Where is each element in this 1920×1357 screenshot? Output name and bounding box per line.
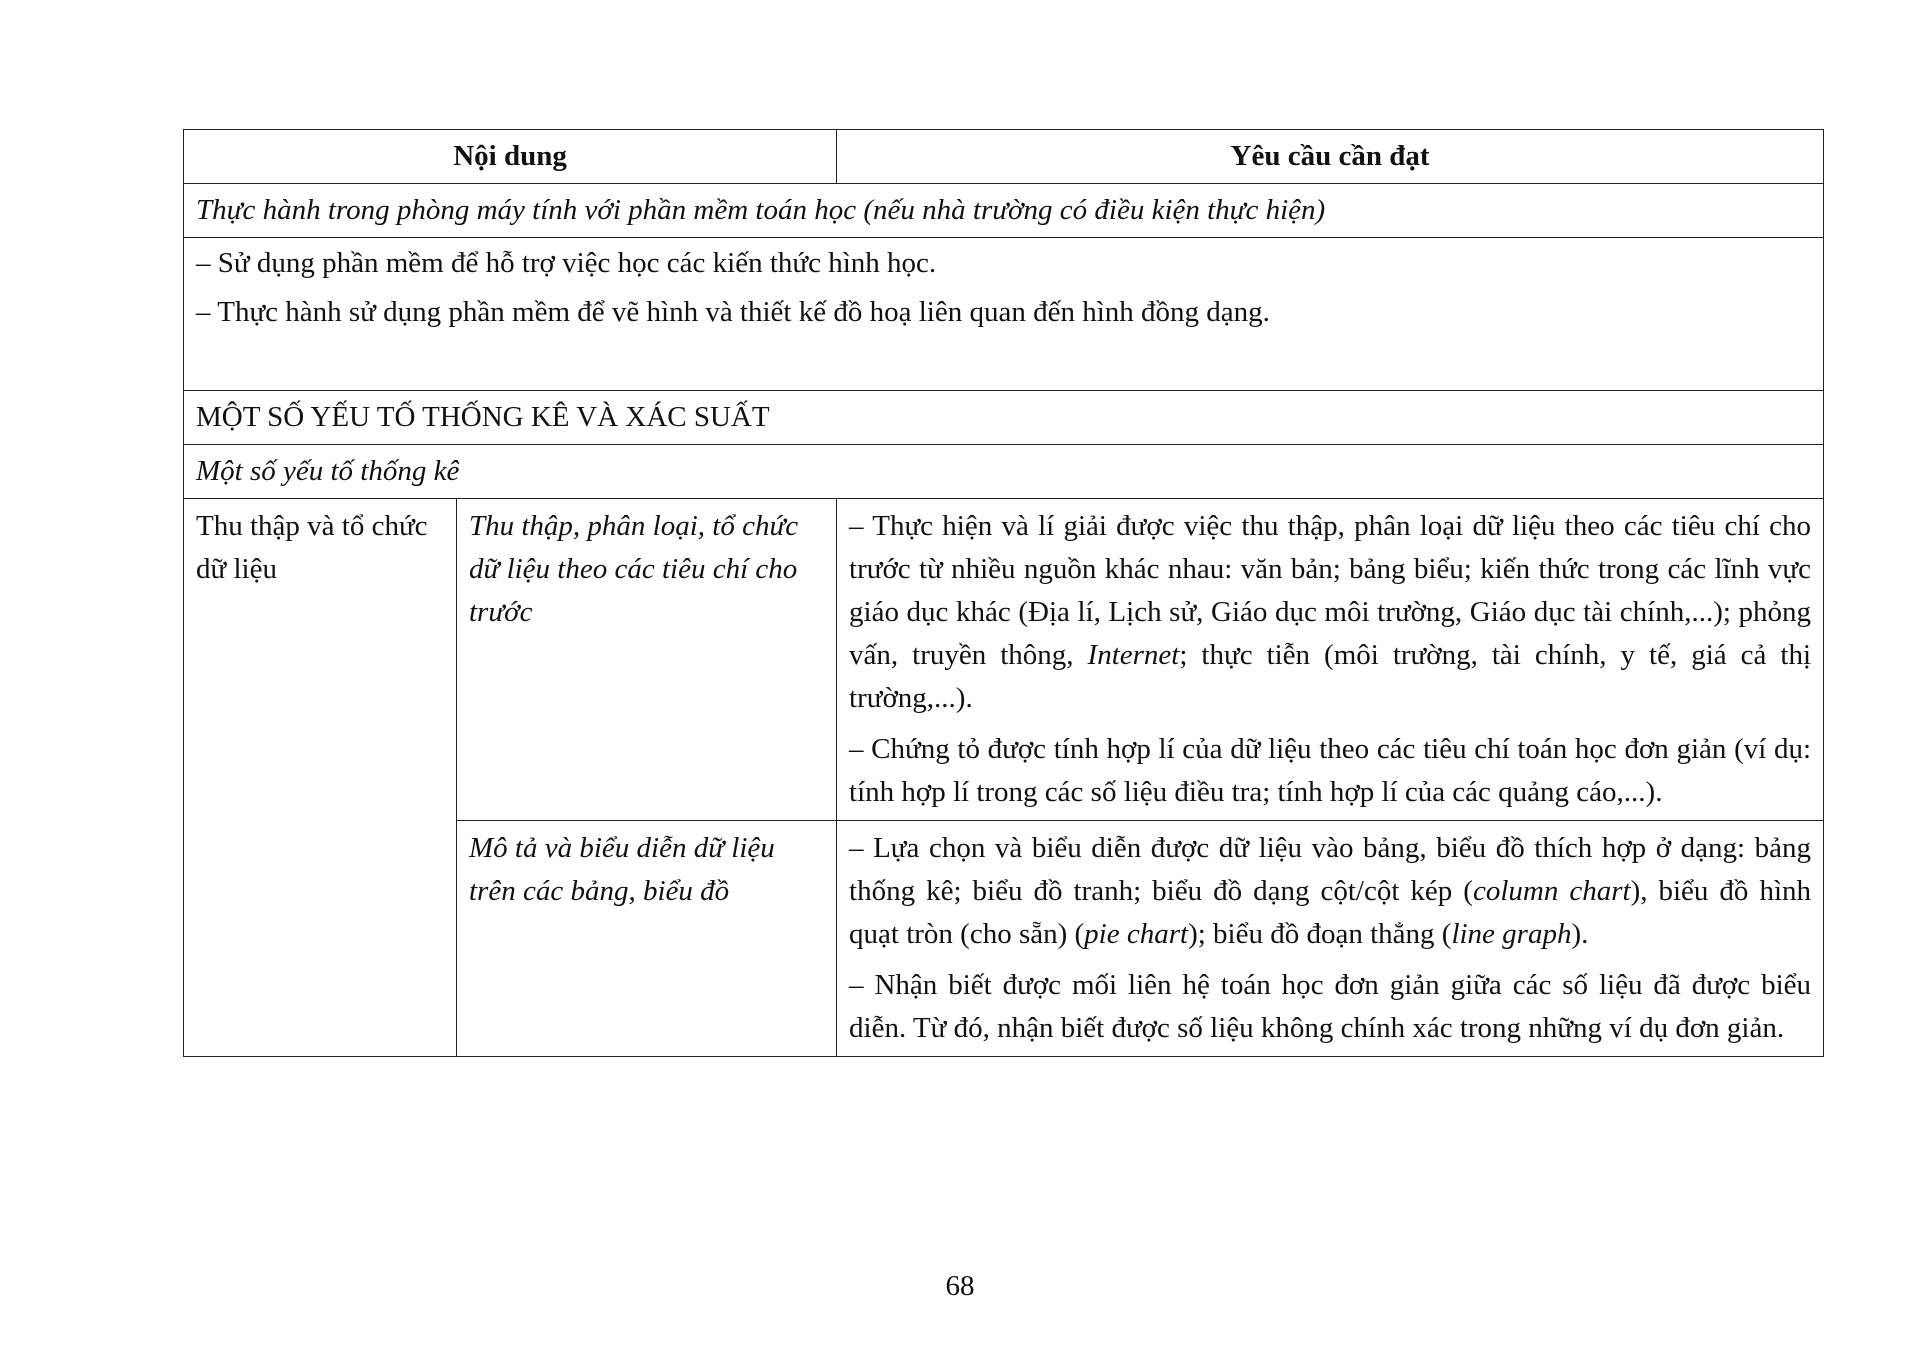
page-number: 68 [945,1270,975,1302]
requirement-item [849,827,1811,956]
table-header-row [184,130,1824,184]
subsection-title: Một số yếu tố thống kê [184,445,1824,499]
section-title-row [184,391,1824,445]
practice-items-row [184,238,1824,391]
requirement-term: Internet [1087,639,1180,671]
requirement-text: ; thực tiễn (môi trường, tài chính, y tế, giá cả thị trường,...). [849,639,1812,714]
requirement-term: pie chart [1084,918,1189,950]
requirement-term: column chart [1472,875,1631,907]
practice-heading-row [184,184,1824,238]
practice-items [184,238,1824,391]
requirement-item: – Chứng tỏ được tính hợp lí của dữ liệu theo các tiêu chí toán học đơn giản (ví dụ: tính hợp lí trong các số liệu điều tra; tính hợp lí của các quảng cáo,...). [849,733,1812,808]
header-requirements: Yêu cầu cần đạt [837,130,1824,184]
practice-heading: Thực hành trong phòng máy tính với phần mềm toán học (nếu nhà trường có điều kiện thực hiện) [184,184,1824,238]
topic-cell: Thu thập và tổ chức dữ liệu [184,499,457,1057]
requirement-text: ). [1571,918,1589,950]
requirements-cell [837,821,1824,1057]
section-title: MỘT SỐ YẾU TỐ THỐNG KÊ VÀ XÁC SUẤT [184,391,1824,445]
requirement-text: – Thực hiện và lí giải được việc thu thập, phân loại dữ liệu theo các tiêu chí cho trước từ nhiều nguồn khác nhau: văn bản; bảng biểu; kiến thức trong các lĩnh vực giáo dục khác (Địa lí, Lịch sử, Giáo dục môi trường, Giáo dục tài chính,...); phỏng vấn, truyền thông, [849,510,1812,671]
curriculum-table [183,129,1824,1057]
requirements-cell [837,499,1824,821]
requirement-text: ), biểu đồ hình quạt tròn (cho sẵn) ( [849,875,1811,950]
requirement-text: ); biểu đồ đoạn thẳng ( [1188,918,1452,950]
requirement-item: – Nhận biết được mối liên hệ toán học đơn giản giữa các số liệu đã được biểu diễn. Từ đó, nhận biết được số liệu không chính xác trong những ví dụ đơn giản. [849,969,1812,1044]
subtopic-cell: Mô tả và biểu diễn dữ liệu trên các bảng, biểu đồ [457,821,837,1057]
requirement-text: – Lựa chọn và biểu diễn được dữ liệu vào bảng, biểu đồ thích hợp ở dạng: bảng thống kê; biểu đồ tranh; biểu đồ dạng cột/cột kép ( [849,832,1812,907]
table-row [184,499,1824,821]
requirement-item [849,505,1811,720]
practice-item: – Thực hành sử dụng phần mềm để vẽ hình và thiết kế đồ hoạ liên quan đến hình đồng dạng. [196,296,1270,328]
requirement-term: line graph [1451,918,1572,950]
subtopic-cell: Thu thập, phân loại, tổ chức dữ liệu theo các tiêu chí cho trước [457,499,837,821]
subsection-title-row [184,445,1824,499]
practice-item: – Sử dụng phần mềm để hỗ trợ việc học các kiến thức hình học. [196,247,937,279]
header-content: Nội dung [184,130,837,184]
